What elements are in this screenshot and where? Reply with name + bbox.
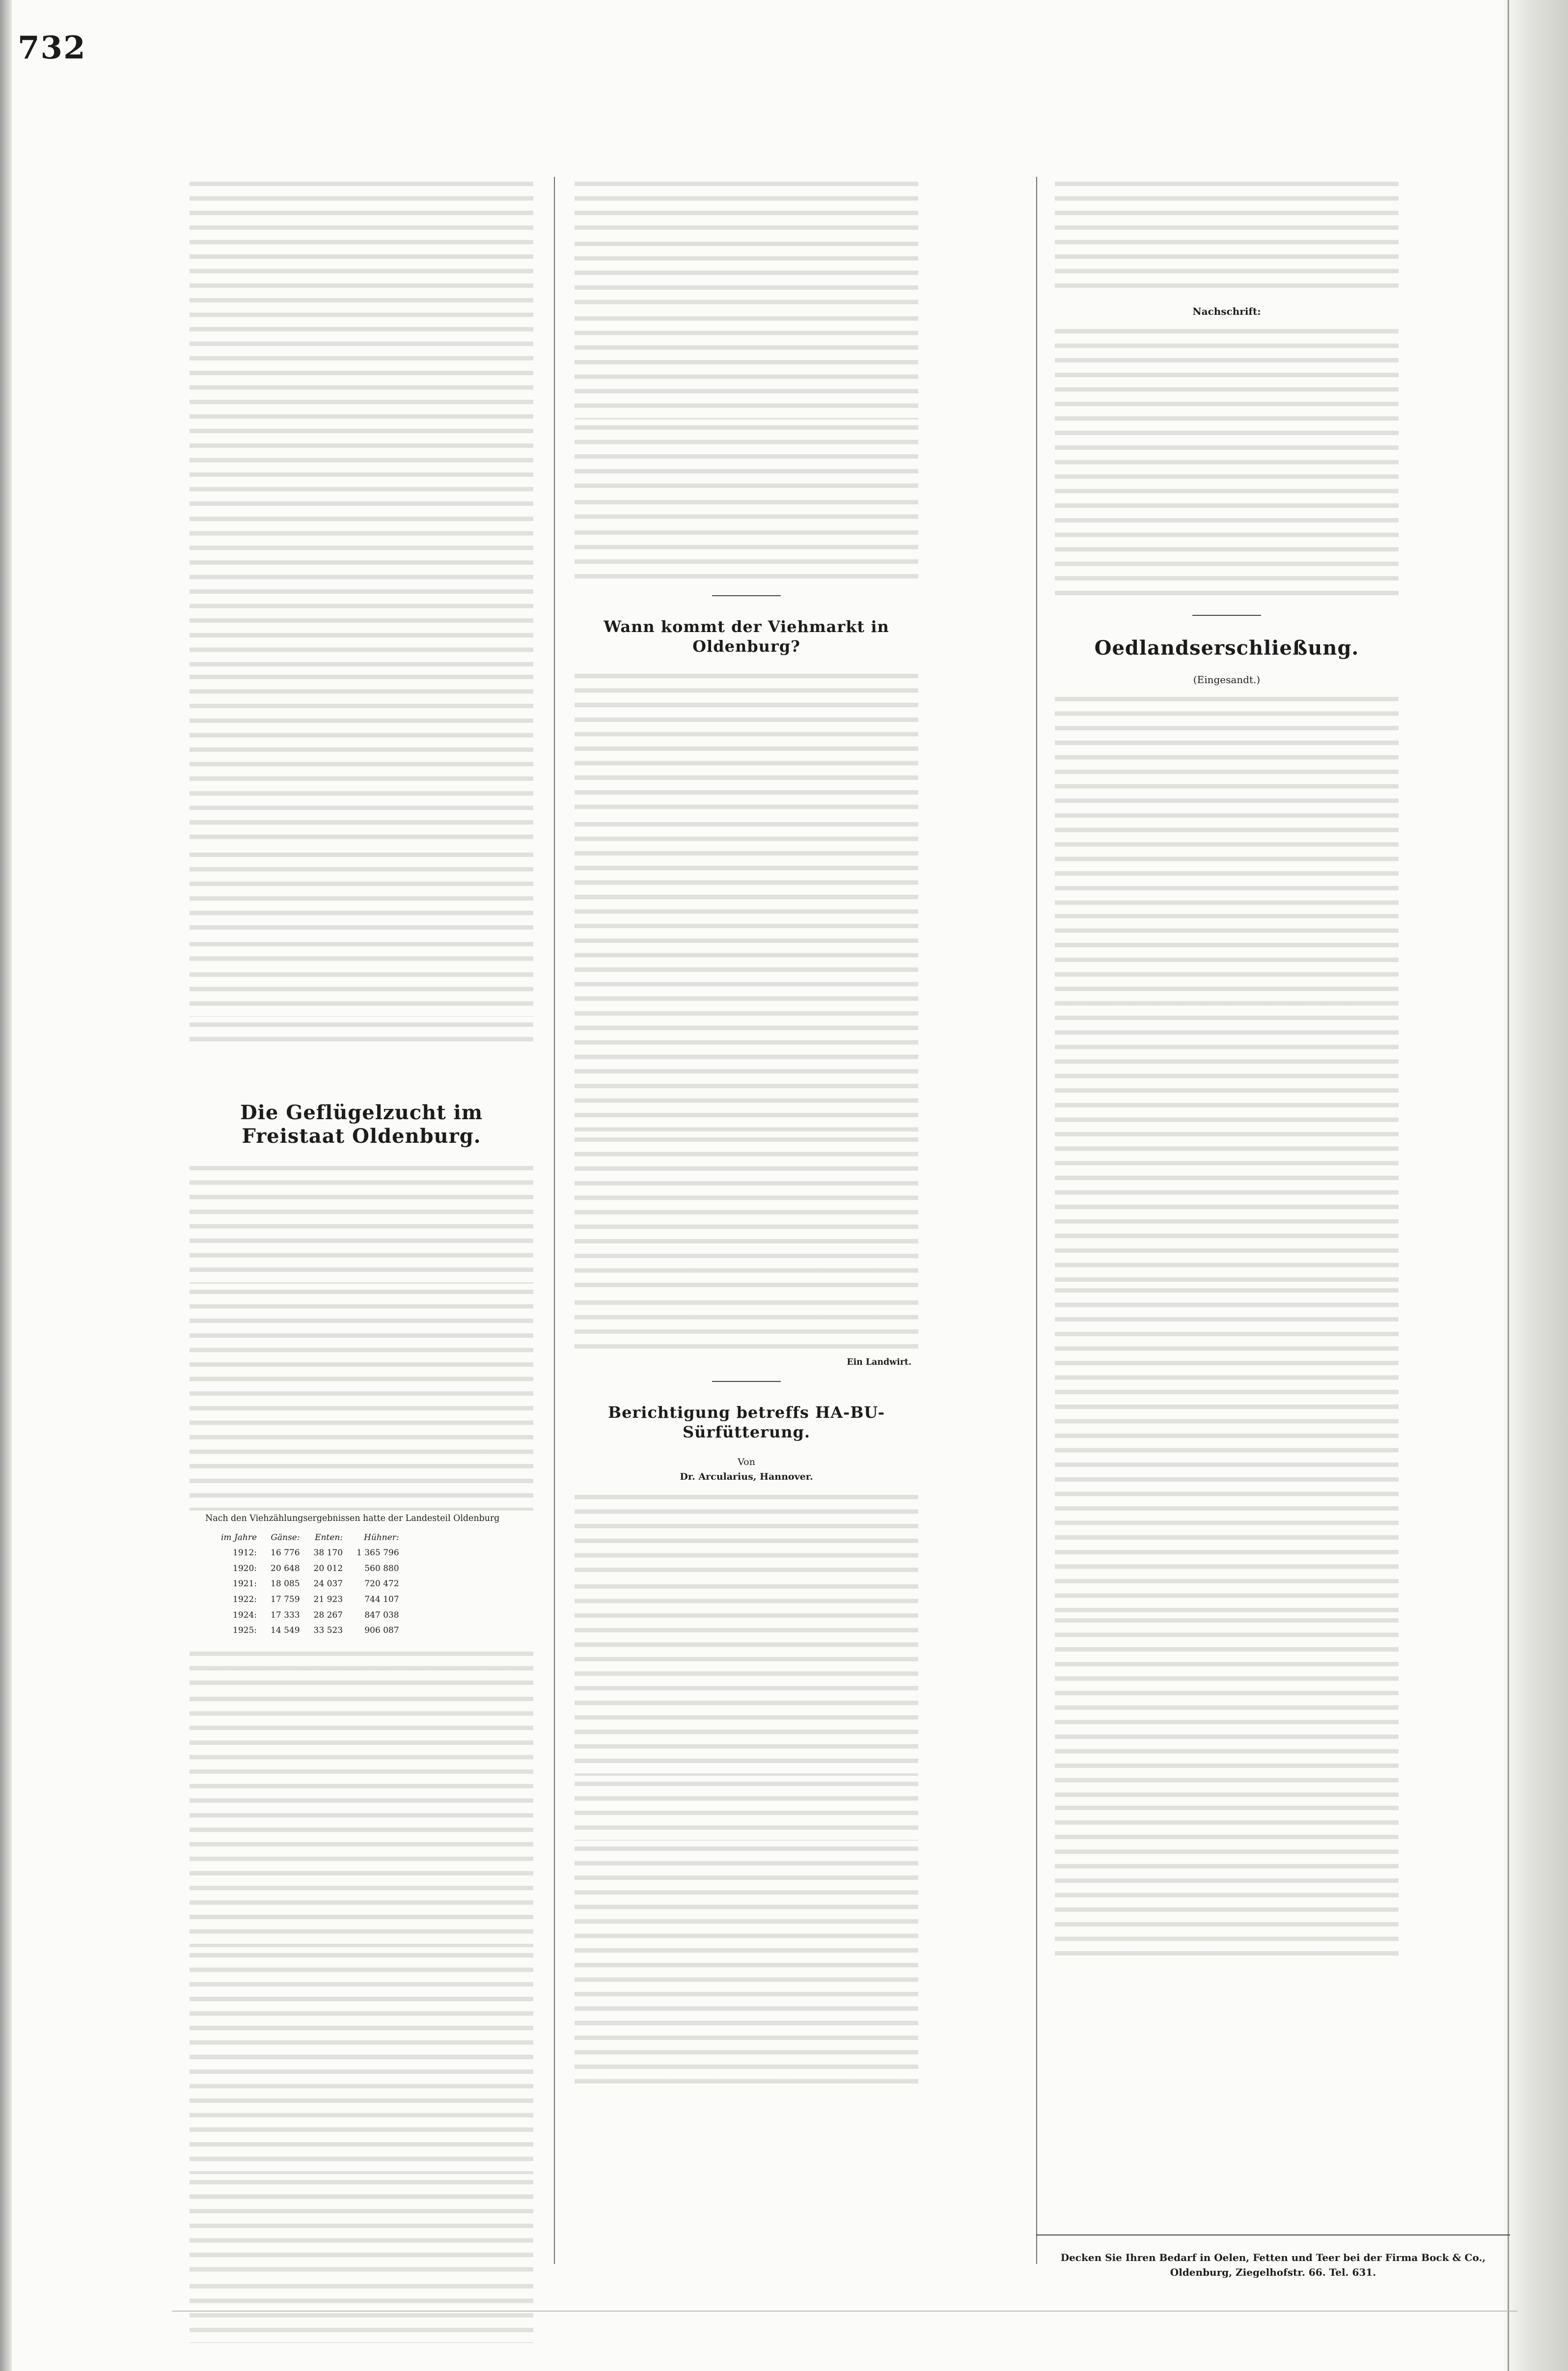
article-paragraph [575,1579,918,1776]
article-paragraph [575,1296,918,1354]
section-divider [1192,615,1261,616]
article-paragraph [190,1018,533,1047]
article-paragraph [575,1132,918,1295]
column-1 [190,177,533,2344]
section-divider [712,1381,781,1382]
section-divider [712,595,781,596]
column-divider [1036,177,1037,2264]
table-cell: 1921: [233,1579,257,1589]
table-row [214,1623,406,1639]
article-paragraph [190,1161,533,1284]
table-cell: 1912: [233,1548,257,1558]
table-cell: 21 923 [313,1594,343,1604]
article-signature: Ein Landwirt. [847,1357,911,1367]
page-number: 732 [18,29,86,66]
article-paragraph [1055,177,1399,295]
article-paragraph [190,1285,533,1511]
article-paragraph [575,525,918,584]
article-paragraph [1055,1613,1399,1800]
article-paragraph [1055,1801,1399,1963]
table-row [214,1545,406,1561]
article-title: Berichtigung betreffs HA-BU-Sürfütterung. [608,1403,885,1441]
article-paragraph [575,1842,918,2092]
article-paragraph [190,937,533,966]
scan-page-edge-line [1508,0,1509,2371]
table-header-cell: Enten: [315,1532,343,1543]
column-3 [1055,177,1399,1964]
table-cell: 16 776 [271,1548,300,1558]
article-paragraph [190,1692,533,1947]
article-paragraph [575,177,918,236]
article-paragraph [1055,909,1399,1282]
table-row [214,1592,406,1608]
table-intro: Nach den Viehzählungsergebnissen hatte der Landesteil Oldenburg [205,1514,500,1523]
article-paragraph [190,1647,533,1691]
table-cell: 38 170 [313,1548,343,1558]
article-paragraph [190,177,533,511]
scan-page-edge [1504,0,1568,2371]
table-cell: 847 038 [364,1610,399,1620]
livestock-census-table [214,1530,406,1639]
article-paragraph [575,1490,918,1578]
article-paragraph [575,311,918,419]
column-divider [554,177,555,2264]
table-cell: 17 759 [271,1594,300,1604]
table-cell: 744 107 [364,1594,399,1604]
page-bottom-rule [172,2311,1517,2312]
advertisement [1036,2234,1510,2293]
article-paragraph [190,967,533,1017]
table-row [214,1608,406,1624]
table-cell: 18 085 [271,1579,300,1589]
article-subtitle: (Eingesandt.) [1193,673,1261,686]
article-paragraph [575,817,918,1131]
table-cell: 1920: [233,1563,257,1573]
table-row [214,1561,406,1577]
article-paragraph [575,495,918,524]
article-paragraph [575,420,918,494]
article-title: Die Geflügelzucht im Freistaat Oldenburg. [240,1101,483,1148]
table-cell: 1924: [233,1610,257,1620]
table-cell: 14 549 [271,1626,300,1636]
table-cell: 20 012 [313,1563,343,1573]
column-2 [575,177,918,2093]
table-header-row [214,1530,406,1546]
article-paragraph [190,1948,533,2174]
table-header-cell: Hühner: [363,1532,399,1543]
table-cell: 906 087 [364,1626,399,1636]
article-paragraph [1055,1283,1399,1612]
article-paragraph [190,512,533,669]
postscript-heading: Nachschrift: [1192,305,1261,317]
table-cell: 28 267 [313,1610,343,1620]
table-cell: 1925: [233,1626,257,1636]
table-cell: 17 333 [271,1610,300,1620]
article-paragraph [575,237,918,310]
article-1-body [190,177,533,1047]
article-paragraph [190,670,533,847]
table-header-cell: Gänse: [271,1532,300,1543]
table-cell: 1922: [233,1594,257,1604]
article-paragraph [190,2175,533,2278]
table-cell: 24 037 [313,1579,343,1589]
byline: Von [738,1456,755,1467]
table-header-cell: im Jahre [221,1532,257,1543]
table-cell: 720 472 [364,1579,399,1589]
article-author: Dr. Arcularius, Hannover. [680,1471,813,1482]
scan-binding-edge [0,0,12,2371]
article-paragraph [190,848,533,936]
table-cell: 560 880 [364,1563,399,1573]
article-paragraph [1055,324,1399,604]
table-cell: 20 648 [271,1563,300,1573]
article-paragraph [1055,692,1399,908]
article-paragraph [575,669,918,816]
table-row [214,1576,406,1592]
table-cell: 33 523 [313,1626,343,1636]
article-title: Oedlandserschließung. [1094,636,1359,660]
table-cell: 1 365 796 [357,1548,399,1558]
article-paragraph [575,1777,918,1841]
advertisement-text: Decken Sie Ihren Bedarf in Oelen, Fetten und Teer bei der Firma Bock & Co., Oldenburg, Ziegelhofstr. 66. Tel. 631. [1060,2252,1486,2278]
article-title: Wann kommt der Viehmarkt in Oldenburg? [604,617,889,656]
